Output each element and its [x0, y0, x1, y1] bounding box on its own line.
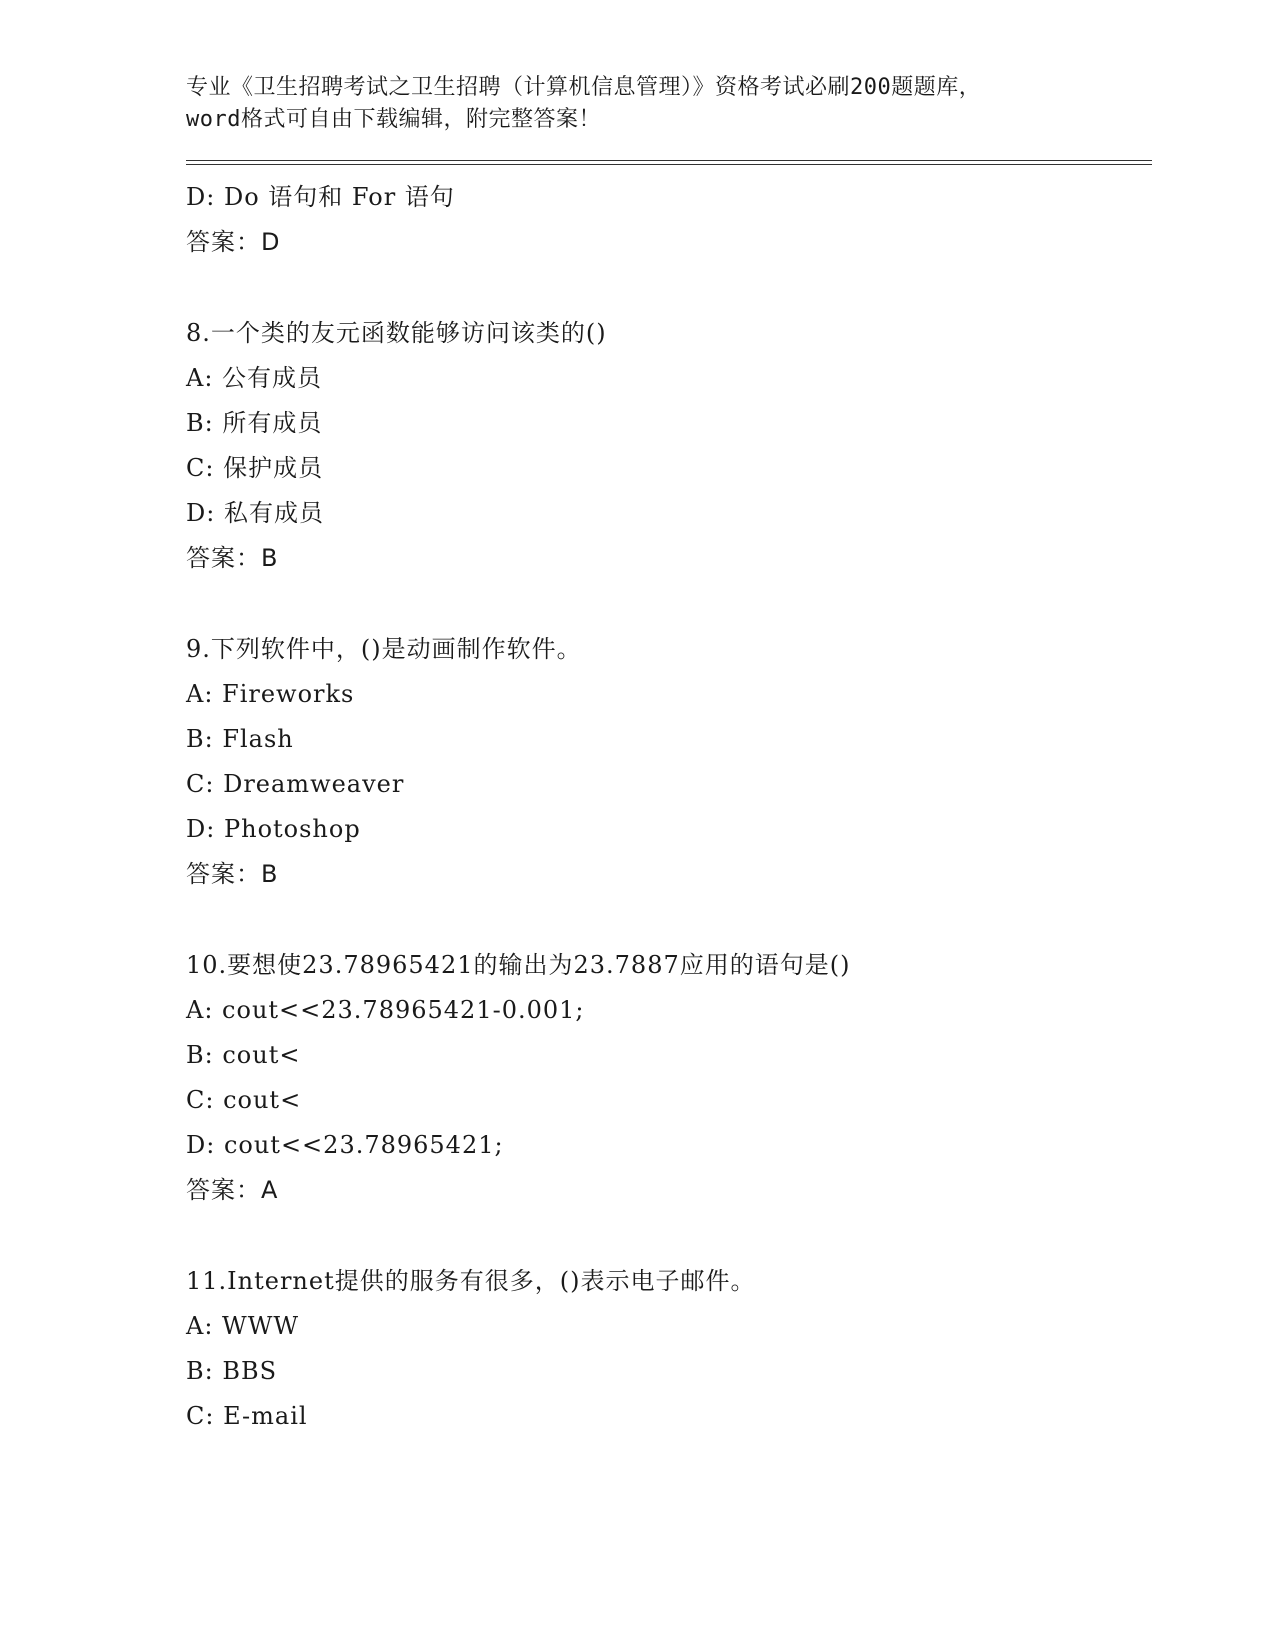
- document-page: [186, 72, 1146, 1439]
- question-list: [186, 175, 1146, 1439]
- document-header-line-1: 专业《卫生招聘考试之卫生招聘（计算机信息管理）》资格考试必刷200题题库，: [186, 75, 982, 100]
- option-d: D: Photoshop: [186, 815, 361, 843]
- question-title: 11.Internet提供的服务有很多，()表示电子邮件。: [186, 1267, 756, 1295]
- option-a: A: cout<<23.78965421-0.001;: [186, 996, 585, 1024]
- question-title: 10.要想使23.78965421的输出为23.7887应用的语句是(): [186, 951, 851, 979]
- question-answer: 答案：A: [186, 1176, 279, 1204]
- document-header-line-2: word格式可自由下载编辑，附完整答案！: [186, 107, 601, 132]
- option-a: A: Fireworks: [186, 680, 355, 708]
- option-b: B: cout<: [186, 1041, 301, 1069]
- question-10: [186, 943, 1146, 1213]
- question-title: 8.一个类的友元函数能够访问该类的(): [186, 319, 607, 347]
- question-answer: 答案：B: [186, 544, 279, 572]
- option-d: D: 私有成员: [186, 499, 324, 527]
- question-9: [186, 627, 1146, 897]
- question-8: [186, 311, 1146, 581]
- option-d: D: cout<<23.78965421;: [186, 1131, 504, 1159]
- question-11: [186, 1259, 1146, 1439]
- option-b: B: Flash: [186, 725, 294, 753]
- option-a: A: WWW: [186, 1312, 300, 1340]
- prev-question-option-d: D: Do 语句和 For 语句: [186, 183, 455, 211]
- option-c: C: cout<: [186, 1086, 302, 1114]
- question-answer: 答案：B: [186, 860, 279, 888]
- prev-question-answer: 答案：D: [186, 228, 281, 256]
- question-title: 9.下列软件中，()是动画制作软件。: [186, 635, 582, 663]
- option-b: B: BBS: [186, 1357, 278, 1385]
- header-divider: [186, 160, 1152, 165]
- option-c: C: Dreamweaver: [186, 770, 405, 798]
- option-a: A: 公有成员: [186, 364, 323, 392]
- option-c: C: E-mail: [186, 1402, 308, 1430]
- option-c: C: 保护成员: [186, 454, 324, 482]
- option-b: B: 所有成员: [186, 409, 323, 437]
